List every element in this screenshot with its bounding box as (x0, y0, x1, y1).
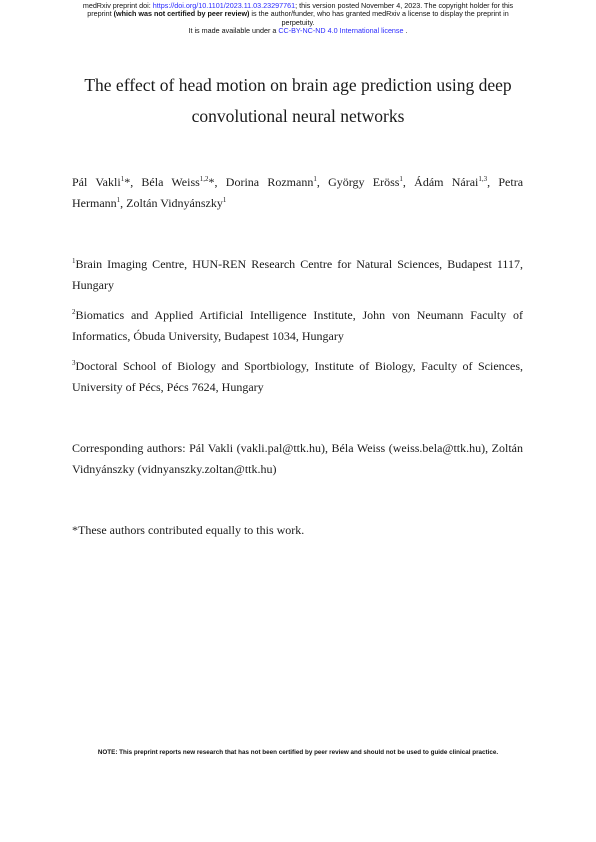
author-name: Ádám Nárai (414, 175, 479, 189)
peer-review-footer-note: NOTE: This preprint reports new research that has not been certified by peer review and should not be used to guide clinical practice. (97, 749, 499, 756)
author-separator: *, (208, 175, 226, 189)
banner-posted-text: ; this version posted November 4, 2023. The copyright holder for this (295, 1, 514, 10)
author-list (72, 172, 523, 214)
author-separator: , (487, 175, 499, 189)
license-link[interactable]: CC-BY-NC-ND 4.0 International license (278, 26, 404, 36)
author-entry (126, 196, 226, 210)
banner-license-text: is the author/funder, who has granted medRxiv a license to display the preprint in (249, 9, 509, 19)
author-name: Zoltán Vidnyánszky (126, 196, 223, 210)
author-separator: *, (124, 175, 142, 189)
author-entry (226, 175, 328, 189)
author-name: Petra Hermann (72, 175, 524, 210)
equal-contribution-note: *These authors contributed equally to this work. (72, 523, 305, 537)
title-line-2: convolutional neural networks (191, 106, 405, 126)
affiliation-3-text: Doctoral School of Biology and Sportbiology, Institute of Biology, Faculty of Sciences, University of Pécs, Pécs 7624, Hungary (72, 359, 523, 394)
author-entry (414, 175, 498, 189)
corresponding-authors: Corresponding authors: Pál Vakli (vakli.pal@ttk.hu), Béla Weiss (weiss.bela@ttk.hu), Zoltán Vidnyánszky (vidnyanszky.zoltan@ttk.hu) (72, 441, 523, 476)
preprint-banner (40, 2, 556, 36)
author-affiliation-number: 1 (222, 196, 227, 204)
author-affiliation-number: 1 (120, 175, 125, 183)
banner-available-text: It is made available under a (188, 26, 279, 36)
affiliation-1-number: 1 (72, 257, 76, 265)
author-entry (141, 175, 225, 189)
author-affiliation-number: 1,2 (199, 175, 209, 183)
author-affiliation-number: 1 (313, 175, 317, 183)
author-affiliation-number: 1,3 (478, 175, 488, 183)
banner-line-3: perpetuity. (281, 17, 315, 27)
affiliation-2-number: 2 (72, 308, 76, 316)
title-line-1: The effect of head motion on brain age prediction using deep (84, 75, 512, 95)
banner-doi-label: medRxiv preprint doi: (82, 1, 153, 10)
author-affiliation-number: 1 (116, 196, 121, 204)
author-name: György Eröss (328, 175, 400, 189)
affiliation-2 (72, 305, 523, 347)
author-entry (72, 175, 141, 189)
author-name: Dorina Rozmann (225, 175, 314, 189)
affiliation-3 (72, 356, 523, 398)
author-entry (328, 175, 414, 189)
affiliation-1 (72, 254, 523, 296)
author-name: Pál Vakli (72, 175, 121, 189)
banner-preprint-word: preprint (87, 9, 114, 19)
author-affiliation-number: 1 (399, 175, 403, 183)
author-name: Béla Weiss (141, 175, 200, 189)
author-separator: , (402, 175, 415, 189)
banner-period: . (403, 26, 408, 36)
author-separator: , (316, 175, 329, 189)
banner-peer-review-note: (which was not certified by peer review) (113, 9, 250, 19)
affiliation-1-text: Brain Imaging Centre, HUN-REN Research Centre for Natural Sciences, Budapest 1117, Hungary (72, 257, 523, 292)
author-separator: , (120, 196, 127, 210)
affiliation-2-text: Biomatics and Applied Artificial Intelligence Institute, John von Neumann Faculty of Informatics, Óbuda University, Budapest 1034, Hungary (72, 308, 523, 343)
affiliation-3-number: 3 (72, 359, 76, 367)
doi-link[interactable]: https://doi.org/10.1101/2023.11.03.23297761 (152, 1, 296, 10)
paper-title (60, 70, 536, 132)
banner-line-4 (40, 27, 556, 35)
